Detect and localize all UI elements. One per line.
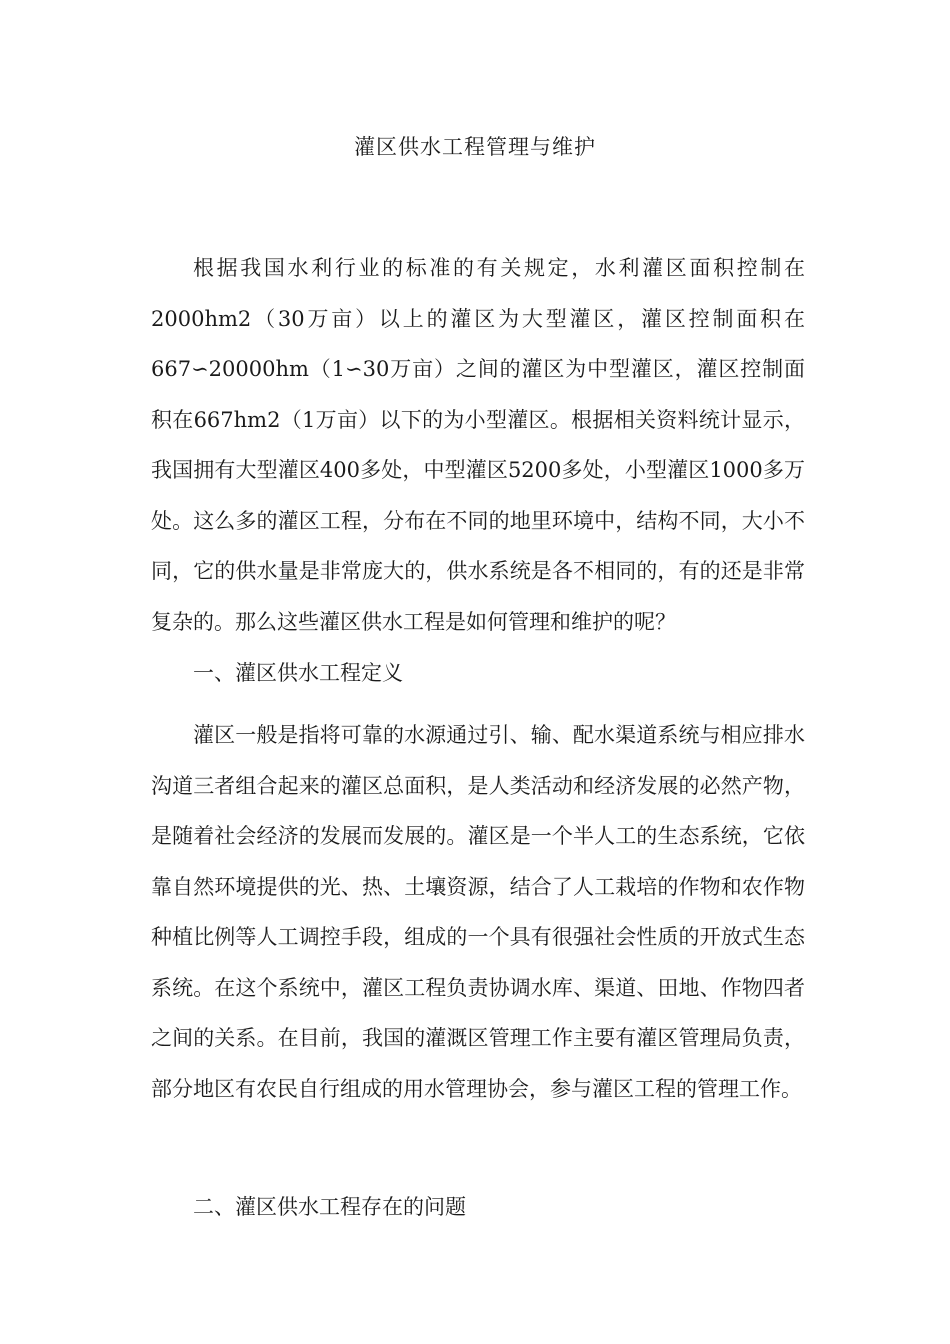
document-title: 灌区供水工程管理与维护 (354, 135, 596, 159)
paragraph-definition: 灌区一般是指将可靠的水源通过引、输、配水渠道系统与相应排水沟道三者组合起来的灌区总面积，是人类活动和经济发展的必然产物，是随着社会经济的发展而发展的。灌区是一个半人工的生态系统，它依靠自然环境提供的光、热、土壤资源，结合了人工栽培的作物和农作物种植比例等人工调控手段，组成的一个具有很强社会性质的开放式生态系统。在这个系统中，灌区工程负责协调水库、渠道、田地、作物四者之间的关系。在目前，我国的灌溉区管理工作主要有灌区管理局负责，部分地区有农民自行组成的用水管理协会，参与灌区工程的管理工作。 (151, 723, 805, 1101)
paragraph-intro: 根据我国水利行业的标准的有关规定，水利灌区面积控制在2000hm2（30万亩）以上的灌区为大型灌区，灌区控制面积在667∽20000hm（1∽30万亩）之间的灌区为中型灌区，灌区控制面积在667hm2（1万亩）以下的为小型灌区。根据相关资料统计显示，我国拥有大型灌区400多处，中型灌区5200多处，小型灌区1000多万处。这么多的灌区工程，分布在不同的地里环境中，结构不同，大小不同，它的供水量是非常庞大的，供水系统是各不相同的，有的还是非常复杂的。那么这些灌区供水工程是如何管理和维护的呢？ (151, 256, 805, 634)
section-heading-problems: 二、灌区供水工程存在的问题 (193, 1195, 466, 1219)
section-heading-definition: 一、灌区供水工程定义 (193, 661, 403, 685)
